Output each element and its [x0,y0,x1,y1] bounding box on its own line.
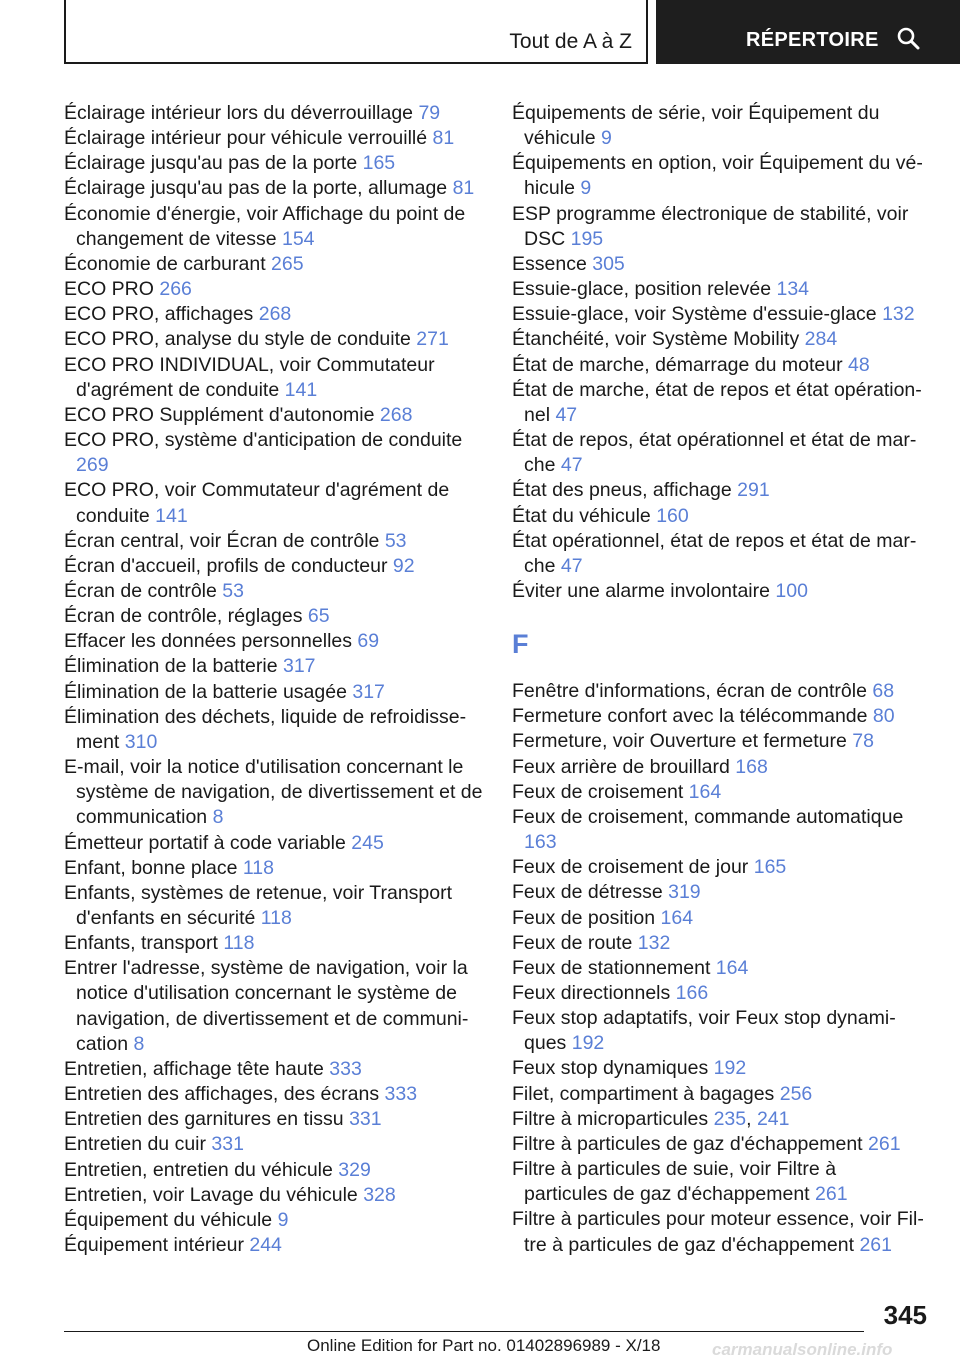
index-entry [512,504,924,529]
page-reference-link[interactable]: 164 [660,906,694,929]
index-entry-text: Feux de croisement [512,780,684,803]
page-reference-link[interactable]: 331 [349,1108,382,1131]
index-entry-text: Effacer les données personnelles [64,630,352,653]
index-entry [64,554,484,579]
index-group-e [512,101,924,604]
index-entry [64,654,484,679]
index-entry-text: État de repos, état opérationnel et état de marche [512,429,917,477]
index-entry-text: Équipement intérieur [64,1234,244,1257]
page-reference-link[interactable]: 164 [688,780,722,803]
index-entry-text: Feux stop dynamiques [512,1057,709,1080]
index-entry-text: ECO PRO, affichages [64,303,254,326]
index-entry [64,277,484,302]
index-entry-text: Feux de position [512,906,656,929]
index-entry-text: Écran de contrôle, réglages [64,605,303,628]
index-entry-text: Filet, compartiment à bagages [512,1082,775,1105]
index-entry-text: Économie d'énergie, voir Affichage du point de changement de vitesse [64,202,466,250]
index-entry-text: Feux de croisement, commande automatique [512,805,904,828]
index-entry-text: Feux directionnels [512,982,671,1004]
index-entry-text: Enfants, systèmes de retenue, voir Transport d'enfants en sécurité [64,881,453,929]
index-entry [64,302,484,327]
index-entry-text: Enfants, transport [64,932,218,955]
index-entry-text: E-mail, voir la notice d'utilisation concernant le système de navigation, de divertissement et de communication [64,756,483,829]
index-entry-text: ECO PRO, voir Commutateur d'agrément de conduite [64,479,450,527]
index-entry-text: Étanchéité, voir Système Mobility [512,328,800,351]
page-reference-link[interactable]: 9 [277,1208,289,1231]
index-entry-text: État des pneus, affichage [512,479,732,502]
index-entry-text: Fenêtre d'informations, écran de contrôle [512,680,867,703]
index-entry [512,252,924,277]
page-reference-link[interactable]: 317 [282,655,316,678]
index-entry [512,755,924,780]
index-entry: Filtre à microparticules 235, 241 [512,1107,790,1130]
page-reference-link[interactable]: 266 [159,278,192,301]
index-entry-text: Entrer l'adresse, système de navigation, voir la notice d'utilisation concernant le système de navigation, de divertissement et de communication [64,957,469,1055]
index-entry [512,1207,924,1257]
page-reference-link[interactable]: 268 [379,403,413,426]
index-entry [64,1183,484,1208]
index-entry [512,202,924,252]
page-reference-link[interactable]: 160 [656,504,689,527]
index-entry-text: Élimination de la batterie usagée [64,680,347,703]
index-entry [64,931,484,956]
index-entry [64,202,484,252]
page-reference-link[interactable]: 100 [775,579,808,602]
index-entry-text: Filtre à particules de gaz d'échappement [512,1132,863,1155]
index-entry-text: État du véhicule [512,504,651,527]
index-entry [64,151,484,176]
index-entry [512,353,924,378]
index-entry-text: Entretien, voir Lavage du véhicule [64,1183,358,1206]
page-number: 345 [883,1300,927,1330]
index-entry [512,1157,924,1207]
index-entry-text: Écran central, voir Écran de contrôle [64,529,380,552]
index-entry [64,1057,484,1082]
index-entry-text: Entretien du cuir [64,1133,206,1156]
page-reference-link[interactable]: 118 [260,907,292,929]
index-entry-text: ESP programme électronique de stabilité, voir DSC [512,202,909,250]
page-reference-link[interactable]: 132 [882,303,915,326]
index-entry-text: Équipements en option, voir Équipement du véhicule [512,152,923,200]
page-reference-link[interactable]: 68 [872,680,895,703]
index-entry [512,679,924,704]
index-entry [512,101,924,151]
index-entry-text: Fermeture, voir Ouverture et fermeture [512,730,847,753]
index-entry [512,855,924,880]
index-entry [512,931,924,956]
page-reference-link[interactable]: 333 [329,1057,362,1080]
page-reference-link[interactable]: 291 [737,479,770,502]
page-reference-link[interactable]: 79 [418,102,441,124]
page-reference-link[interactable]: 9 [580,177,592,200]
index-entry-text: Fermeture confort avec la télécommande [512,705,868,728]
index-entry-text: ECO PRO Supplément d'autonomie [64,403,375,426]
header-section-box [64,0,648,64]
index-entry-text: Éclairage intérieur lors du déverrouillage [64,102,414,124]
page-reference-link[interactable]: 329 [338,1158,371,1181]
index-entry [512,704,924,729]
index-entry [64,629,484,654]
index-entry [512,729,924,754]
index-entry-text: Éclairage jusqu'au pas de la porte [64,152,358,175]
index-entry-text: Entretien des affichages, des écrans [64,1083,380,1106]
section-letter-heading: F [512,629,529,660]
index-column-left [64,101,484,1258]
page-reference-link[interactable]: 134 [776,278,810,301]
page-reference-link[interactable]: 164 [715,956,749,979]
page-reference-link[interactable]: 80 [872,705,895,728]
index-entry [64,428,484,478]
page-reference-link[interactable]: 8 [212,806,224,829]
page-reference-link[interactable]: 166 [675,982,709,1004]
index-entry-text: Économie de carburant [64,252,266,275]
index-entry [64,705,484,755]
page-reference-link[interactable]: 65 [307,605,330,628]
index-entry [512,327,924,352]
index-entry-text: ECO PRO [64,278,154,301]
index-entry [512,428,924,478]
index-entry-text: Filtre à microparticules [512,1107,709,1130]
page-reference-link[interactable]: 78 [852,730,874,753]
index-entry-text: Entretien des garnitures en tissu [64,1108,344,1131]
index-entry [512,981,924,1006]
index-entry-text: Élimination de la batterie [64,655,278,678]
index-entry [64,1208,484,1233]
page-reference-link[interactable]: 168 [735,755,768,778]
page-reference-link[interactable]: 235 [713,1107,747,1130]
index-entry-text: Éviter une alarme involontaire [512,579,770,602]
footer-divider [64,1331,864,1332]
page-reference-link[interactable]: 261 [815,1183,848,1206]
index-entry-text: Équipement du véhicule [64,1208,273,1231]
page-reference-link[interactable]: 163 [524,831,557,854]
page-reference-link[interactable]: 244 [249,1234,282,1257]
index-entry [64,1233,484,1258]
search-icon[interactable] [896,26,920,50]
index-entry [64,1158,484,1183]
page-reference-link[interactable]: 48 [848,353,870,376]
index-entry [64,680,484,705]
page-reference-link[interactable]: 261 [859,1233,892,1256]
index-entry-text: Écran de contrôle [64,579,217,602]
index-entry [64,1082,484,1107]
index-entry-text: Feux stop adaptatifs, voir Feux stop dynamiques [512,1007,896,1055]
page-reference-link[interactable]: 192 [713,1057,747,1080]
index-entry-text: ECO PRO INDIVIDUAL, voir Commutateur d'agrément de conduite [64,353,435,401]
index-entry [64,881,484,931]
page-reference-link[interactable]: 53 [384,529,407,552]
page-reference-link[interactable]: 132 [637,931,671,954]
index-entry [64,1107,484,1132]
index-column-right [512,101,924,1258]
index-entry-text: Équipements de série, voir Équipement du véhicule [512,102,880,150]
index-entry [64,831,484,856]
edition-text: Online Edition for Part no. 01402896989 - X/18 [307,1336,661,1355]
index-entry [512,1132,924,1157]
index-entry-text: Feux de détresse [512,881,663,904]
page-reference-link[interactable]: 271 [416,328,449,351]
index-entry-text: Filtre à particules de suie, voir Filtre à particules de gaz d'échappement [512,1158,837,1206]
index-entry-text: Feux de route [512,931,633,954]
index-entry-text: État opérationnel, état de repos et état de marche [512,529,917,577]
index-entry-text: Écran d'accueil, profils de conducteur [64,554,388,577]
index-entry [64,604,484,629]
index-entry-text: Essence [512,252,587,275]
page-reference-link[interactable]: 328 [363,1183,396,1206]
index-entry-text: Filtre à particules pour moteur essence, voir Filtre à particules de gaz d'échappement [512,1208,924,1256]
page-reference-link[interactable]: 192 [571,1032,605,1055]
index-entry [512,277,924,302]
page-reference-link[interactable]: 154 [281,227,315,250]
index-entry-text: Élimination des déchets, liquide de refroidissement [64,705,467,753]
page-reference-link[interactable]: 9 [600,127,612,150]
page-reference-link[interactable]: 165 [362,152,396,175]
index-entry [512,1056,924,1081]
index-entry-text: Éclairage jusqu'au pas de la porte, allumage [64,177,448,200]
index-entry-text: Essuie-glace, voir Système d'essuie-glace [512,303,877,326]
page-reference-link[interactable]: 265 [271,252,304,275]
index-entry-text: Essuie-glace, position relevée [512,278,772,301]
index-entry [64,126,484,151]
page-reference-link[interactable]: 268 [258,303,292,326]
index-entry-text: Entretien, entretien du véhicule [64,1158,333,1181]
index-entry [512,378,924,428]
index-entry [64,353,484,403]
index-tab[interactable] [656,0,960,64]
index-entry [512,579,924,604]
index-entry-text: Entretien, affichage tête haute [64,1057,324,1080]
page-reference-link[interactable]: 317 [352,680,385,703]
index-entry-text: Feux arrière de brouillard [512,755,730,778]
page-reference-link[interactable]: 245 [351,831,384,854]
page-reference-link[interactable]: 81 [432,127,455,150]
index-entry-text: Enfant, bonne place [64,856,238,879]
page-reference-link[interactable]: 269 [76,454,109,477]
index-entry [64,579,484,604]
index-entry [64,101,484,126]
page-reference-link[interactable]: 284 [804,328,838,351]
page-reference-link[interactable]: 195 [570,227,604,250]
index-entry [512,956,924,981]
page-reference-link[interactable]: 47 [555,403,578,426]
page-reference-link[interactable]: 141 [155,504,188,527]
index-entry [64,755,484,830]
index-entry [64,252,484,277]
page-reference-link[interactable]: 331 [211,1133,244,1156]
page-reference-link[interactable]: 47 [560,554,583,577]
index-entry-text: Éclairage intérieur pour véhicule verrouillé [64,127,428,150]
index-tab-label: RÉPERTOIRE [746,29,879,51]
index-entry [64,478,484,528]
page-reference-link[interactable]: 53 [222,579,244,602]
page-reference-link[interactable]: 261 [868,1132,901,1155]
page-reference-link[interactable]: 256 [779,1082,813,1105]
page-reference-link[interactable]: 165 [753,856,787,879]
page-reference-link[interactable]: 310 [124,730,158,753]
page-reference-link[interactable]: 81 [452,177,475,200]
index-entry-text: ECO PRO, analyse du style de conduite [64,328,411,351]
page-reference-link[interactable]: 92 [392,554,415,577]
index-entry-text: Émetteur portatif à code variable [64,831,346,854]
index-entry-text: État de marche, état de repos et état opérationnel [512,378,922,426]
index-entry-text: État de marche, démarrage du moteur [512,353,843,376]
index-entry [512,1006,924,1056]
index-entry [512,880,924,905]
index-entry-text: Feux de stationnement [512,956,711,979]
index-entry [64,1132,484,1157]
page-reference-link[interactable]: 305 [592,252,625,275]
index-entry-text: Feux de croisement de jour [512,856,749,879]
index-entry [64,529,484,554]
watermark: carmanualsonline.info [712,1340,893,1359]
page-reference-link[interactable]: 8 [133,1032,145,1055]
index-entry [512,906,924,931]
index-entry [512,302,924,327]
index-entry [512,1082,924,1107]
page-reference-link[interactable]: 69 [357,630,380,653]
index-entry [512,151,924,201]
index-entry [64,403,484,428]
index-entry [512,805,924,855]
index-entry [512,780,924,805]
index-group-f [512,679,924,1258]
index-entry [512,478,924,503]
page-reference-link[interactable]: 319 [668,881,701,904]
index-entry [512,529,924,579]
index-entry-text: ECO PRO, système d'anticipation de conduite [64,429,463,452]
page-reference-link[interactable]: 141 [284,378,318,401]
index-entry [64,856,484,881]
page-reference-link[interactable]: 333 [384,1083,418,1106]
page-reference-link[interactable]: 241 [756,1107,790,1130]
page-reference-link[interactable]: 47 [560,454,583,477]
index-entry [64,327,484,352]
section-title: Tout de A à Z [509,30,632,53]
index-entry [64,176,484,201]
page-reference-link[interactable]: 118 [223,932,255,955]
page-reference-link[interactable]: 118 [242,856,274,879]
index-entry [64,956,484,1057]
